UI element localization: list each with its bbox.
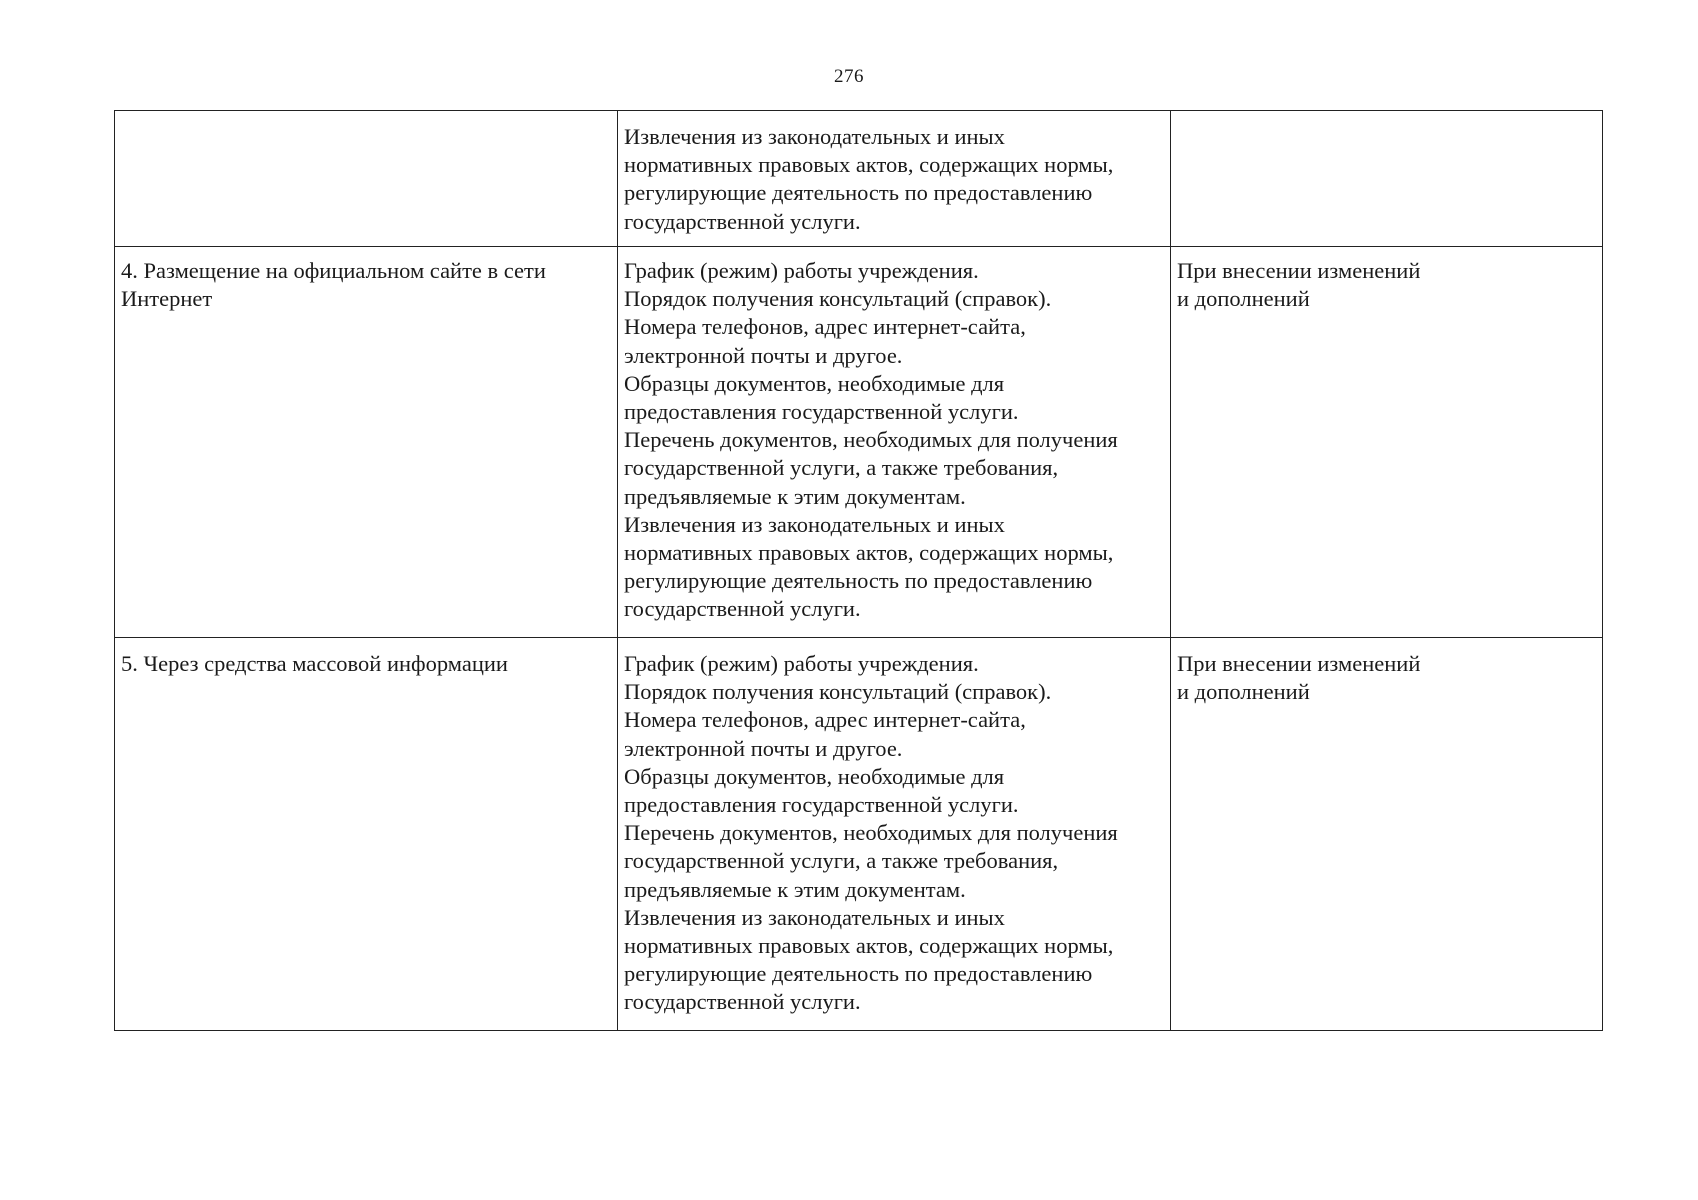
cell-line: Образцы документов, необходимые для xyxy=(624,763,1005,789)
cell-line: График (режим) работы учреждения. xyxy=(624,651,979,676)
cell-line: и дополнений xyxy=(1177,679,1310,705)
cell-line: предъявляемые к этим документам. xyxy=(624,483,966,509)
cell-line: График (режим) работы учреждения. xyxy=(624,258,979,283)
cell-line: Номера телефонов, адрес интернет-сайта, xyxy=(624,707,1026,733)
cell-line: Интернет xyxy=(121,286,213,312)
cell-line: Извлечения из законодательных и иных xyxy=(624,124,1005,149)
cell-line: Перечень документов, необходимых для получения xyxy=(624,820,1118,846)
method-cell xyxy=(115,247,618,638)
cell-line: предоставления государственной услуги. xyxy=(624,792,1019,818)
cell-line: 4. Размещение на официальном сайте в сети xyxy=(121,258,546,283)
cell-line: электронной почты и другое. xyxy=(624,342,903,368)
cell-line: государственной услуги. xyxy=(624,208,861,234)
cell-line: и дополнений xyxy=(1177,286,1310,312)
cell-line: государственной услуги, а также требования, xyxy=(624,848,1059,874)
cell-line: Извлечения из законодательных и иных xyxy=(624,904,1005,930)
frequency-cell xyxy=(1171,111,1603,247)
cell-line: Извлечения из законодательных и иных xyxy=(624,511,1005,537)
cell-line: нормативных правовых актов, содержащих нормы, xyxy=(624,152,1114,178)
content-cell xyxy=(618,247,1171,638)
cell-line: Образцы документов, необходимые для xyxy=(624,370,1005,396)
cell-line: регулирующие деятельность по предоставлению xyxy=(624,568,1093,594)
cell-line: При внесении изменений xyxy=(1177,651,1421,676)
cell-line: Номера телефонов, адрес интернет-сайта, xyxy=(624,314,1026,340)
cell-line: государственной услуги, а также требования, xyxy=(624,455,1059,481)
content-cell xyxy=(618,638,1171,1031)
frequency-cell xyxy=(1171,247,1603,638)
cell-line: регулирующие деятельность по предоставлению xyxy=(624,961,1093,987)
frequency-cell xyxy=(1171,638,1603,1031)
page-number: 276 xyxy=(834,66,864,87)
table-row xyxy=(115,247,1603,638)
method-cell xyxy=(115,638,618,1031)
cell-line: предоставления государственной услуги. xyxy=(624,399,1019,425)
cell-line: 5. Через средства массовой информации xyxy=(121,651,508,676)
cell-line: Порядок получения консультаций (справок). xyxy=(624,679,1052,705)
cell-line: При внесении изменений xyxy=(1177,258,1421,283)
cell-line: регулирующие деятельность по предоставлению xyxy=(624,180,1093,206)
cell-line: государственной услуги. xyxy=(624,989,861,1015)
cell-line: нормативных правовых актов, содержащих нормы, xyxy=(624,540,1114,566)
cell-line: Порядок получения консультаций (справок). xyxy=(624,286,1052,312)
table-row xyxy=(115,638,1603,1031)
method-cell xyxy=(115,111,618,247)
cell-line: электронной почты и другое. xyxy=(624,735,903,761)
cell-line: Перечень документов, необходимых для получения xyxy=(624,427,1118,453)
cell-line: нормативных правовых актов, содержащих нормы, xyxy=(624,933,1114,959)
info-table xyxy=(114,110,1603,1031)
cell-line: предъявляемые к этим документам. xyxy=(624,876,966,902)
cell-line: государственной услуги. xyxy=(624,596,861,622)
table-row xyxy=(115,111,1603,247)
content-cell xyxy=(618,111,1171,247)
